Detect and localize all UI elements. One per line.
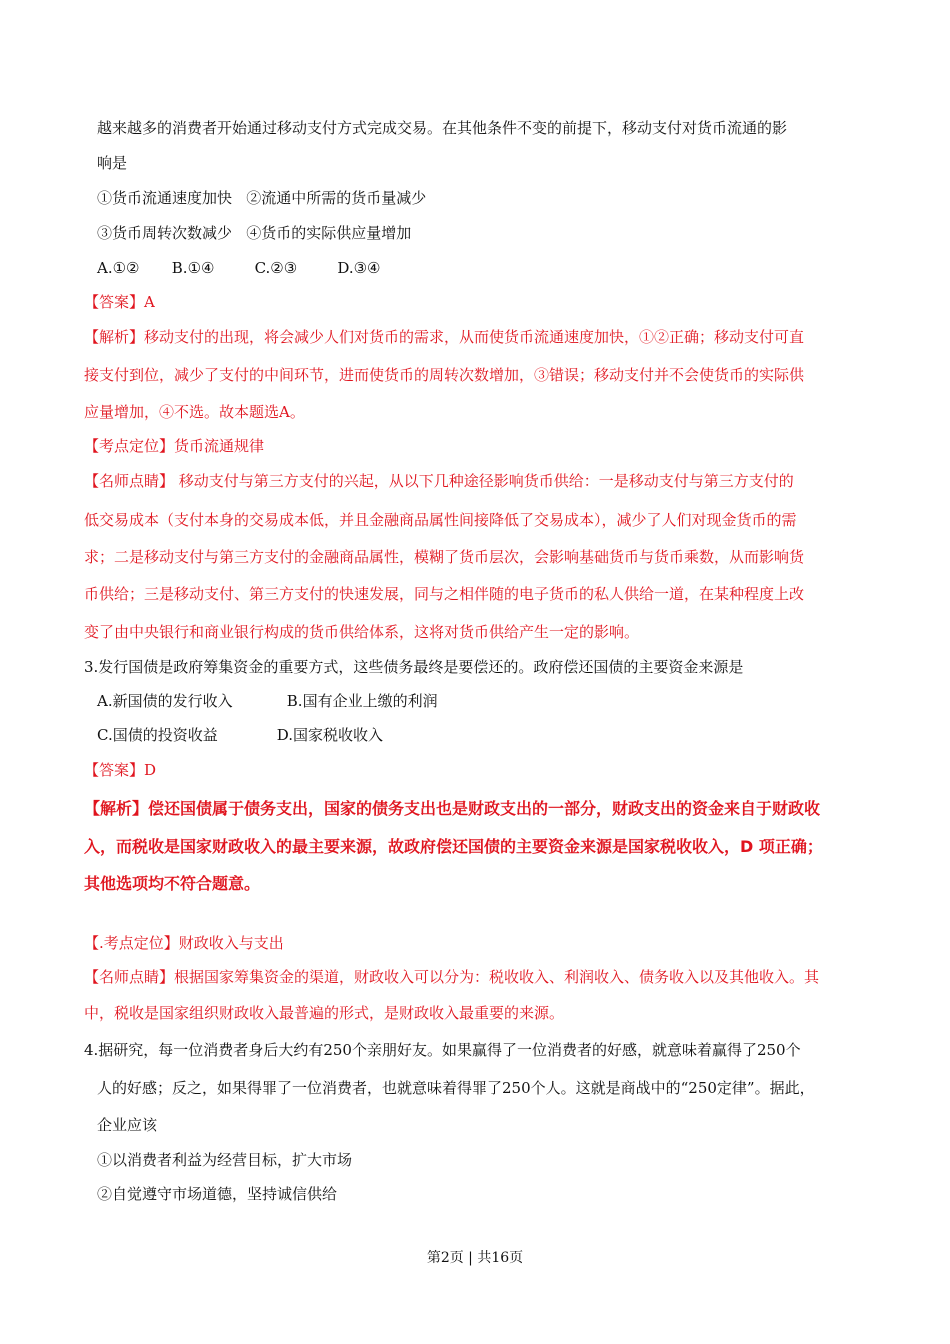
q2-knowledge-point: 【考点定位】货币流通规律 — [84, 437, 265, 455]
q3-analysis-line-3: 其他选项均不符合题意。 — [84, 874, 261, 893]
q2-answer: 【答案】A — [84, 293, 155, 311]
q2-option-a: A.①② — [97, 259, 140, 277]
q2-item-2: ③货币周转次数减少 ④货币的实际供应量增加 — [97, 224, 412, 242]
q2-analysis-line-3: 应量增加，④不选。故本题选A。 — [84, 403, 305, 421]
q2-options — [97, 257, 381, 279]
q2-analysis-line-2: 接支付到位，减少了支付的中间环节，进而使货币的周转次数增加，③错误；移动支付并不会使货币的实际供 — [84, 366, 805, 384]
q4-stem-line-3: 企业应该 — [97, 1116, 158, 1134]
q2-tip-line-1: 【名师点睛】 移动支付与第三方支付的兴起，从以下几种途径影响货币供给：一是移动支付与第三方支付的 — [84, 472, 794, 490]
q2-tip-line-5: 变了由中央银行和商业银行构成的货币供给体系，这将对货币供给产生一定的影响。 — [84, 623, 640, 641]
q3-option-a: A.新国债的发行收入 — [97, 692, 233, 710]
q2-tip-line-4: 币供给；三是移动支付、第三方支付的快速发展，同与之相伴随的电子货币的私人供给一道，在某种程度上改 — [84, 585, 805, 603]
q3-options-row-1 — [97, 690, 438, 712]
q3-answer: 【答案】D — [84, 761, 157, 779]
q2-option-b: B.①④ — [171, 259, 215, 277]
q2-tip-line-2: 低交易成本（支付本身的交易成本低，并且金融商品属性间接降低了交易成本），减少了人们对现金货币的需 — [84, 511, 797, 529]
q3-option-d: D.国家税收收入 — [276, 726, 384, 744]
q4-stem-line-1: 4.据研究，每一位消费者身后大约有250个亲朋好友。如果赢得了一位消费者的好感，就意味着赢得了250个 — [84, 1041, 801, 1059]
q3-analysis-line-1: 【解析】偿还国债属于债务支出，国家的债务支出也是财政支出的一部分，财政支出的资金来自于财政收 — [84, 799, 821, 818]
q4-item-2: ②自觉遵守市场道德，坚持诚信供给 — [97, 1185, 338, 1203]
q2-stem-line-1: 越来越多的消费者开始通过移动支付方式完成交易。在其他条件不变的前提下，移动支付对货币流通的影 — [97, 119, 788, 137]
q2-tip-line-3: 求；二是移动支付与第三方支付的金融商品属性，模糊了货币层次，会影响基础货币与货币乘数，从而影响货 — [84, 548, 805, 566]
q3-tip-line-1: 【名师点睛】根据国家筹集资金的渠道，财政收入可以分为：税收收入、利润收入、债务收入以及其他收入。其 — [84, 968, 820, 986]
q3-option-c: C.国债的投资收益 — [97, 726, 218, 744]
q3-stem: 3.发行国债是政府筹集资金的重要方式，这些债务最终是要偿还的。政府偿还国债的主要资金来源是 — [84, 658, 744, 676]
page-footer: 第2页 | 共16页 — [426, 1250, 524, 1266]
q2-analysis-line-1: 【解析】移动支付的出现，将会减少人们对货币的需求，从而使货币流通速度加快，①②正确；移动支付可直 — [84, 328, 805, 346]
q4-item-1: ①以消费者利益为经营目标，扩大市场 — [97, 1151, 353, 1169]
q2-item-1: ①货币流通速度加快 ②流通中所需的货币量减少 — [97, 189, 427, 207]
q3-knowledge-point: 【.考点定位】财政收入与支出 — [84, 934, 284, 952]
q2-option-d: D.③④ — [337, 259, 381, 277]
q4-stem-line-2: 人的好感；反之，如果得罪了一位消费者，也就意味着得罪了250个人。这就是商战中的“250定律”。据此， — [97, 1079, 815, 1097]
q3-analysis-line-2: 入，而税收是国家财政收入的最主要来源，故政府偿还国债的主要资金来源是国家税收收入，D 项正确； — [84, 837, 823, 856]
q2-stem-line-2: 响是 — [97, 154, 128, 172]
q2-option-c: C.②③ — [254, 259, 298, 277]
q3-options-row-2 — [97, 724, 383, 746]
q3-option-b: B.国有企业上缴的利润 — [286, 692, 438, 710]
q3-tip-line-2: 中，税收是国家组织财政收入最普遍的形式，是财政收入最重要的来源。 — [84, 1004, 565, 1022]
